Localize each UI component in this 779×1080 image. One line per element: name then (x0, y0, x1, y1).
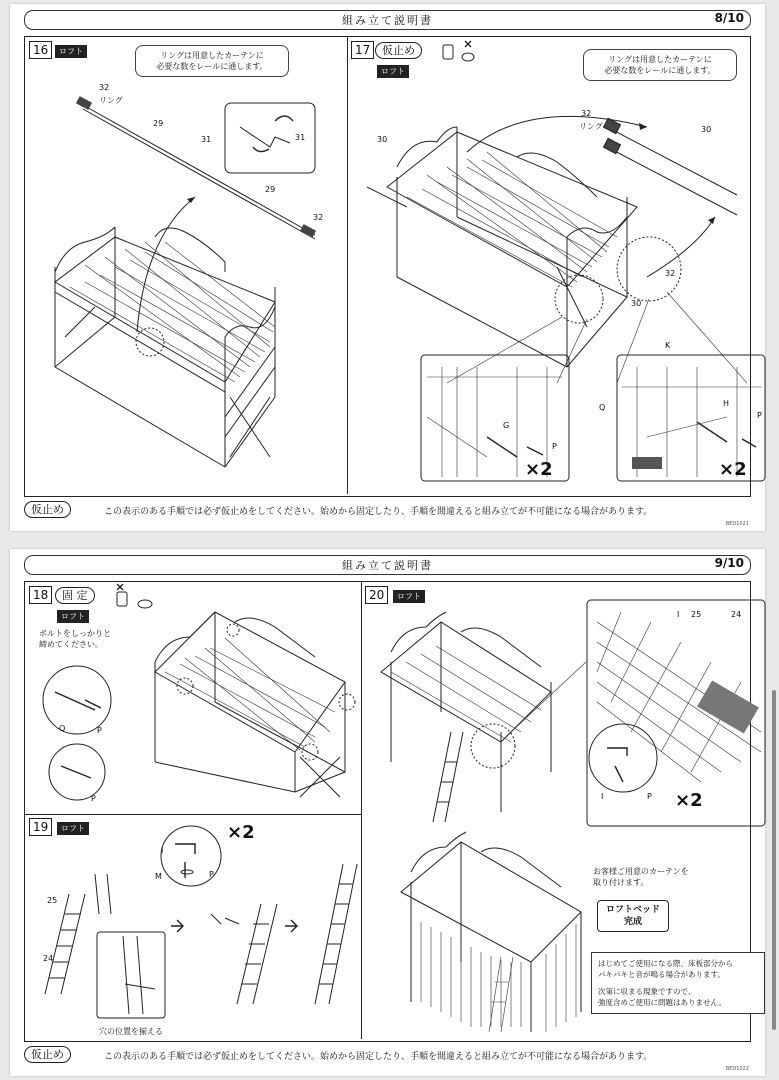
part-i-label: I (161, 846, 164, 855)
part-k-label: K (665, 341, 671, 350)
step-17 (347, 37, 762, 494)
hole-align-note: 穴の位置を揃える (99, 1027, 163, 1036)
part-p-label: P (209, 870, 214, 879)
steps-frame (24, 581, 751, 1042)
part-label: 30 (701, 125, 712, 134)
part-p-label: P (91, 794, 96, 803)
part-p-label: P (552, 442, 557, 451)
part-label: 32 (313, 213, 324, 222)
ring-label: リング (579, 122, 603, 131)
curtain-note: お客様ご用意のカーテンを 取り付けます。 (593, 867, 689, 887)
part-label: 24 (43, 954, 54, 963)
step-number: 18 (29, 586, 52, 604)
times-two: ×2 (227, 822, 255, 843)
temporary-fix-label: 仮止め (375, 42, 422, 59)
loft-tag: ロフト (57, 610, 89, 623)
part-m-label: M (155, 872, 162, 881)
scrollbar-thumb[interactable] (772, 690, 776, 1030)
temporary-fix-label: 仮止め (24, 1046, 71, 1063)
part-h-label: H (723, 399, 730, 408)
part-label: 31 (295, 133, 306, 142)
caution-note (591, 952, 765, 1014)
part-label: 30 (631, 299, 642, 308)
manual-page-9 (10, 549, 765, 1076)
times-two: ×2 (525, 459, 553, 480)
part-label: 32 (99, 83, 110, 92)
steps-frame (24, 36, 762, 497)
completion-label: ロフトベッド 完成 (597, 900, 669, 932)
part-p-label: P (647, 792, 652, 801)
bed-rail-illustration (25, 37, 347, 494)
doc-code: BED1022 (725, 1066, 749, 1072)
fix-label: 固 定 (55, 587, 95, 604)
part-label: 32 (665, 269, 676, 278)
footer-note: この表示のある手順では必ず仮止めをしてください。始めから固定したり、手順を間違えると組み立てが不可能になる場合があります。 (104, 507, 653, 517)
part-label: 29 (153, 119, 164, 128)
loft-tag: ロフト (57, 822, 89, 835)
step-19-illustration (25, 814, 361, 1039)
ring-callout: リングは用意したカーテンに 必要な数をレールに通します。 (583, 49, 737, 81)
doc-code: BED1021 (725, 521, 749, 527)
part-label: 31 (201, 135, 212, 144)
part-q-label: Q (599, 403, 606, 412)
step-17-illustration (347, 37, 749, 494)
temporary-fix-label: 仮止め (24, 501, 71, 518)
part-i-label: I (601, 792, 604, 801)
part-label: 30 (377, 135, 388, 144)
step-number: 16 (29, 41, 52, 59)
step-19 (25, 814, 362, 1039)
part-p-label: P (757, 411, 762, 420)
part-q-label: Q (59, 724, 66, 733)
part-label: 29 (265, 185, 276, 194)
footer-note: この表示のある手順では必ず仮止めをしてください。始めから固定したり、手順を間違えると組み立てが不可能になる場合があります。 (104, 1052, 653, 1062)
ring-callout: リングは用意したカーテンに 必要な数をレールに通します。 (135, 45, 289, 77)
tighten-note: ボルトをしっかりと 締めてください。 (39, 629, 111, 649)
step-18-illustration (25, 582, 361, 814)
loft-tag: ロフト (393, 590, 425, 603)
page-footer (24, 499, 751, 519)
step-number: 19 (29, 818, 52, 836)
caution-line-1: はじめてご使用になる際、床板部分から パキパキと音が鳴る場合があります。 (598, 959, 733, 979)
times-two: ×2 (675, 790, 703, 811)
step-number: 17 (351, 41, 374, 59)
part-label: 25 (47, 896, 58, 905)
times-two: ×2 (719, 459, 747, 480)
manual-page-8 (10, 4, 765, 531)
page-number: 9/10 (714, 556, 744, 570)
header-title: 組み立て説明書 (342, 14, 433, 27)
loft-tag: ロフト (55, 45, 87, 58)
part-label: 25 (691, 610, 702, 619)
step-number: 20 (365, 586, 388, 604)
part-label: 24 (731, 610, 742, 619)
page-footer (24, 1044, 751, 1064)
loft-tag: ロフト (377, 65, 409, 78)
page-number: 8/10 (714, 11, 744, 25)
part-p-label: P (97, 726, 102, 735)
ring-label: リング (99, 96, 123, 105)
step-16 (25, 37, 348, 494)
step-18 (25, 582, 362, 815)
page-header (24, 10, 751, 30)
part-i-label: I (677, 610, 680, 619)
caution-line-2: 次第に収まる現象ですので、 強度含めご使用に問題はありません。 (598, 987, 726, 1007)
part-g-label: G (503, 421, 510, 430)
header-title: 組み立て説明書 (342, 559, 433, 572)
part-label: 32 (581, 109, 592, 118)
step-20 (361, 582, 749, 1039)
page-header (24, 555, 751, 575)
